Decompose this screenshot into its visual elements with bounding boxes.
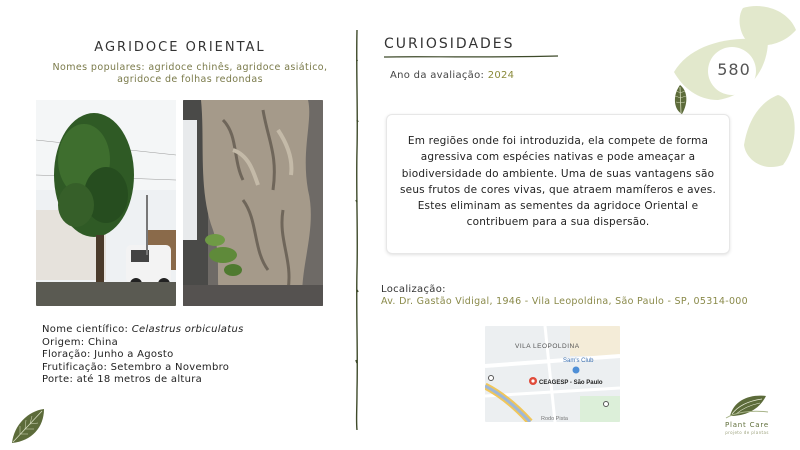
vertical-divider	[352, 30, 362, 430]
scientific-name: Celastrus orbiculatus	[131, 324, 244, 335]
trunk-photo	[183, 100, 323, 306]
tree-photo	[36, 100, 176, 306]
evaluation-year	[390, 70, 514, 81]
location-map[interactable]	[485, 326, 620, 422]
location-label: Localização:	[381, 284, 446, 295]
bottom-leaf-icon	[8, 405, 48, 445]
badge-number: 580	[717, 60, 751, 79]
small-leaf-icon	[670, 84, 690, 116]
curiosity-text: Em regiões onde foi introduzida, ela compete de forma agressiva com espécies nativas e pode ameaçar a biodiversidade do ambiente. Uma de suas vantagens são seus frutos de cores vivas, que atraem mamíferos e aves. Estes eliminam as sementes da agridoce Oriental e contribuem para a sua dispersão.	[400, 135, 716, 229]
map-road: Rodo Pista	[541, 416, 568, 422]
map-poi-sams: Sam's Club	[563, 358, 594, 364]
year-value: 2024	[487, 70, 515, 81]
fruiting-row: Frutificação: Setembro a Novembro	[42, 361, 230, 373]
plant-info	[42, 324, 244, 387]
brand-name: Plant Care	[724, 421, 770, 429]
curiosity-card	[386, 114, 730, 254]
flowering-row: Floração: Junho a Agosto	[42, 349, 174, 360]
map-poi-ceagesp: CEAGESP - São Paulo	[539, 380, 603, 386]
curiosities-heading: CURIOSIDADES	[384, 36, 515, 52]
scientific-name-row	[42, 324, 244, 337]
scientific-name-label: Nome científico:	[42, 324, 129, 335]
brand-tagline: projeto de plantas	[725, 430, 769, 435]
plant-care-logo	[716, 392, 778, 420]
heading-underline	[384, 54, 558, 60]
leaf-bottom-icon	[744, 95, 795, 167]
size-row: Porte: até 18 metros de altura	[42, 374, 203, 385]
origin-row: Origem: China	[42, 336, 119, 348]
location-address: Av. Dr. Gastão Vidigal, 1946 - Vila Leopoldina, São Paulo - SP, 05314-000	[381, 296, 748, 307]
map-district: VILA LEOPOLDINA	[515, 343, 580, 350]
plant-title: AGRIDOCE ORIENTAL	[94, 40, 266, 55]
popular-names: Nomes populares: agridoce chinês, agridoce asiático, agridoce de folhas redondas	[52, 62, 328, 85]
year-label: Ano da avaliação:	[390, 70, 485, 81]
